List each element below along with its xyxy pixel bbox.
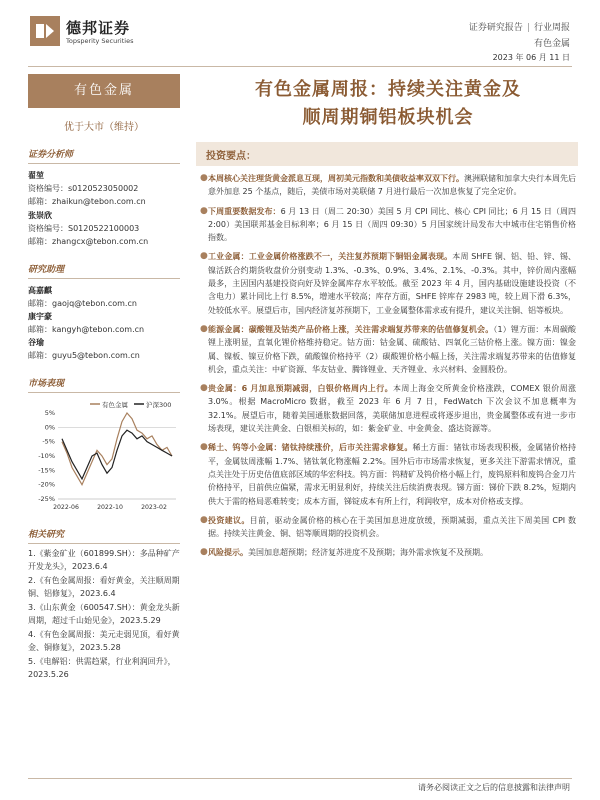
logo-text-en: Topsperity Securities — [66, 37, 134, 45]
report-title-line1: 有色金属周报：持续关注黄金及 — [255, 79, 521, 100]
assistant-email[interactable]: kangyh@tebon.com.cn — [52, 325, 145, 334]
logo-mark-icon — [30, 16, 60, 46]
analysts-title: 证券分析师 — [28, 147, 180, 164]
report-meta — [469, 20, 570, 52]
investment-point — [200, 546, 576, 559]
x-tick-label: 2022-06 — [53, 504, 79, 511]
y-tick-label: -20% — [38, 480, 55, 489]
point-headline: 能源金属：碳酸锂及钴类产品价格上涨，关注需求端复苏带来的估值修复机会。 — [208, 324, 494, 334]
y-tick-label: 5% — [44, 409, 55, 417]
analyst-card — [28, 169, 180, 208]
point-body: 本周上海金交所黄金价格涨跌，COMEX 银价周涨 3.0%。根据 MacroMicro 数据，截至 2023 年 6 月 7 日，FedWatch 下次会议不加息概率为 32.1%。展望后市，随着美国通胀数据回落，美联储加息进程或将逐步退出，贵金属整体或有进一步市场表现，建议关注黄金、白银相关标的，如：紫金矿业、中金黄金、盛达资源等。 — [208, 384, 576, 434]
analyst-cert: s0120523050002 — [68, 184, 139, 193]
bullet-dot-icon: ● — [200, 251, 208, 262]
cert-label: 资格编号： — [28, 184, 68, 193]
point-body: 稀土方面：锗钛市场表现积极，金属锗价格持平，金属钛周涨幅 1.7%、锗钛氧化物涨幅 2.2%。国外后市市场需求恢复，更多关注下游需求情况，重点关注处于历史估值底部区域的华宏科技。钨方面：钨精矿及钨价格小幅上行，废钨原料和废钨合金刀片价格持平，目前供应偏紧，需求无明显利好，持续关注后续消费表现。锑方面：锑价下跌 8.2%，短期内供大于需的格局恶难转变；成本方面，锑锭成本有所上行，利润收窄，成本对价格或支撑。 — [208, 443, 576, 506]
analyst-name: 翟堃 — [28, 171, 44, 180]
report-sector: 有色金属 — [533, 39, 570, 49]
point-headline: 风险提示。 — [208, 548, 248, 558]
investment-points-header — [196, 142, 578, 166]
meta-separator: | — [526, 23, 530, 33]
report-title — [202, 76, 574, 132]
point-body: 目前，驱动金属价格的核心在于美国加息进度放缓，预期减弱，重点关注下周美国 CPI 数据。持续关注黄金、铜、铝等顺周期的投资机会。 — [208, 515, 577, 539]
industry-rating: 优于大市（维持） — [64, 122, 144, 133]
market-chart — [28, 397, 180, 521]
y-tick-label: -15% — [38, 466, 55, 475]
investment-points-title: 投资要点： — [206, 151, 256, 162]
point-headline: 工业金属：工业金属价格涨跌不一，关注复苏预期下铜铝金属表现。 — [208, 252, 453, 262]
investment-point — [200, 323, 576, 376]
related-report-item[interactable]: 1.《紫金矿业（601899.SH）：多品种矿产开发龙头》，2023.6.4 — [28, 549, 180, 571]
assistant-email[interactable]: gaojq@tebon.com.cn — [52, 299, 137, 308]
y-tick-label: -25% — [38, 495, 55, 503]
email-label: 邮箱： — [28, 299, 52, 308]
bullet-dot-icon: ● — [200, 383, 208, 394]
related-report-item[interactable]: 3.《山东黄金（600547.SH）：黄金龙头新周期，超过千山始见金》，2023.5.29 — [28, 603, 180, 625]
email-label: 邮箱： — [28, 197, 52, 206]
assistant-card — [28, 284, 180, 362]
related-report-item[interactable]: 4.《有色金属周报：美元走弱见顶，看好黄金、铜修复》，2023.5.28 — [28, 630, 180, 652]
analyst-card — [28, 209, 180, 248]
bullet-dot-icon: ● — [200, 514, 208, 525]
bullet-dot-icon: ● — [200, 173, 208, 183]
x-tick-label: 2023-02 — [141, 504, 167, 511]
point-body: 6 月 13 日（周二 20:30）美国 5 月 CPI 同比、核心 CPI 同比；6 月 15 日（周四 2:00）美国联邦基金目标利率；6 月 15 日（周四 09:30）5 月国家统计局发布大中城市住宅销售价格指数。 — [208, 206, 577, 243]
bullet-dot-icon: ● — [200, 205, 208, 216]
analyst-email[interactable]: zhaikun@tebon.com.cn — [52, 197, 146, 206]
point-body: （1）锂方面：本周碳酸锂上涨明显，直氧化锂价格维持稳定。钴方面：钴金属、硫酸钴、四氧化三钴价格上涨。镍方面：镍金属、镍板、镍豆价格下跌，硫酸镍价格持平（2）碳酸锂价格小幅上扬，关注需求端复苏带来的估值修复机会，重点关注：中矿资源、华友钴业、腾锋锂业、天齐锂业、永兴材料、金圆股份。 — [208, 324, 576, 374]
point-headline: 稀土、钨等小金属：锗钛持续涨价，后市关注需求修复。 — [208, 443, 413, 453]
point-headline: 下周重要数据发布： — [208, 206, 281, 216]
report-kind: 证券研究报告 — [468, 23, 523, 33]
point-body: 美国加息超预期；经济复苏进度不及预期；海外需求恢复不及预期。 — [248, 548, 488, 558]
y-tick-label: -5% — [42, 437, 55, 446]
market-chart-svg — [28, 397, 180, 521]
report-type: 行业周报 — [533, 23, 570, 33]
report-date: 2023 年 06 月 11 日 — [492, 53, 570, 62]
market-title: 市场表现 — [28, 376, 180, 393]
investment-point — [200, 250, 576, 316]
email-label: 邮箱： — [28, 325, 52, 334]
point-headline: 贵金属：6 月加息预期减弱，白银价格周内上行。 — [208, 384, 394, 394]
assistant-name: 谷瑜 — [28, 338, 44, 347]
bullet-dot-icon: ● — [200, 323, 208, 334]
footer-divider — [28, 778, 572, 779]
email-label: 邮箱： — [28, 237, 52, 246]
assistant-name: 高嘉麒 — [28, 286, 52, 295]
header-divider — [28, 66, 572, 67]
legend-label: 沪深300 — [146, 401, 172, 409]
point-headline: 投资建议。 — [208, 515, 250, 525]
investment-point — [200, 382, 576, 435]
footer-disclaimer: 请务必阅读正文之后的信息披露和法律声明 — [418, 783, 570, 792]
x-tick-label: 2022-10 — [97, 504, 123, 511]
email-label: 邮箱： — [28, 351, 52, 360]
point-body: 澳洲联储和加拿大央行本周先后意外加息 25 个基点，随后，美债市场对美联储 7 月进行最后一次加息恢复了完全定价。 — [208, 174, 576, 197]
y-tick-label: -10% — [38, 452, 55, 460]
assistant-email[interactable]: guyu5@tebon.com.cn — [52, 351, 140, 360]
y-tick-label: 0% — [44, 423, 55, 432]
analyst-email[interactable]: zhangcx@tebon.com.cn — [52, 237, 149, 246]
investment-point — [200, 514, 576, 541]
investment-points — [200, 172, 576, 566]
bullet-dot-icon: ● — [200, 442, 208, 453]
cert-label: 资格编号： — [28, 224, 68, 233]
point-body: 本周 SHFE 铜、铝、铅、锌、锡、镍活跃合约期货收盘价分别变动 1.3%、-0.3%、0.9%、3.4%、2.1%、-0.3%。其中，锌价周内涨幅最多，主因国内基建投资向好及锌金属库存水平较低。截至 2023 年 4 月，国内基础设施建设投资（不含电力）累计同比上行 8.5%，增速水平较高；库存方面，SHFE 锌库存 2983 吨，较上周下滑 6.3%，处较低水平。展望后市，国内经济复苏预期下，工业金属整体需求或有提升，建议关注铜、铝等板块。 — [208, 252, 576, 315]
legend-label: 有色金属 — [102, 401, 128, 409]
investment-point — [200, 172, 576, 199]
assistants-title: 研究助理 — [28, 262, 180, 279]
reports-title: 相关研究 — [28, 527, 180, 544]
left-sidebar — [28, 74, 180, 683]
investment-point — [200, 441, 576, 507]
related-reports — [28, 548, 180, 681]
analyst-cert: S0120522100003 — [68, 224, 140, 233]
investment-point — [200, 205, 576, 245]
assistant-name: 康宇豪 — [28, 312, 52, 321]
bullet-dot-icon: ● — [200, 547, 208, 558]
related-report-item[interactable]: 5.《电解铝：供需趋紧，行业利润回升》，2023.5.26 — [28, 657, 176, 679]
company-logo — [30, 14, 170, 50]
industry-label: 有色金属 — [28, 74, 180, 108]
logo-text-cn: 德邦证券 — [66, 19, 131, 37]
point-headline: 本周核心关注理货黄金派息互现，周初美元指数和美债收益率双双下行。 — [208, 174, 464, 183]
report-title-line2: 顺周期铜铝板块机会 — [302, 107, 474, 128]
related-report-item[interactable]: 2.《有色金属周报：看好黄金，关注顺周期铜、铝修复》，2023.6.4 — [28, 576, 180, 598]
analyst-name: 张崇欣 — [28, 211, 52, 220]
